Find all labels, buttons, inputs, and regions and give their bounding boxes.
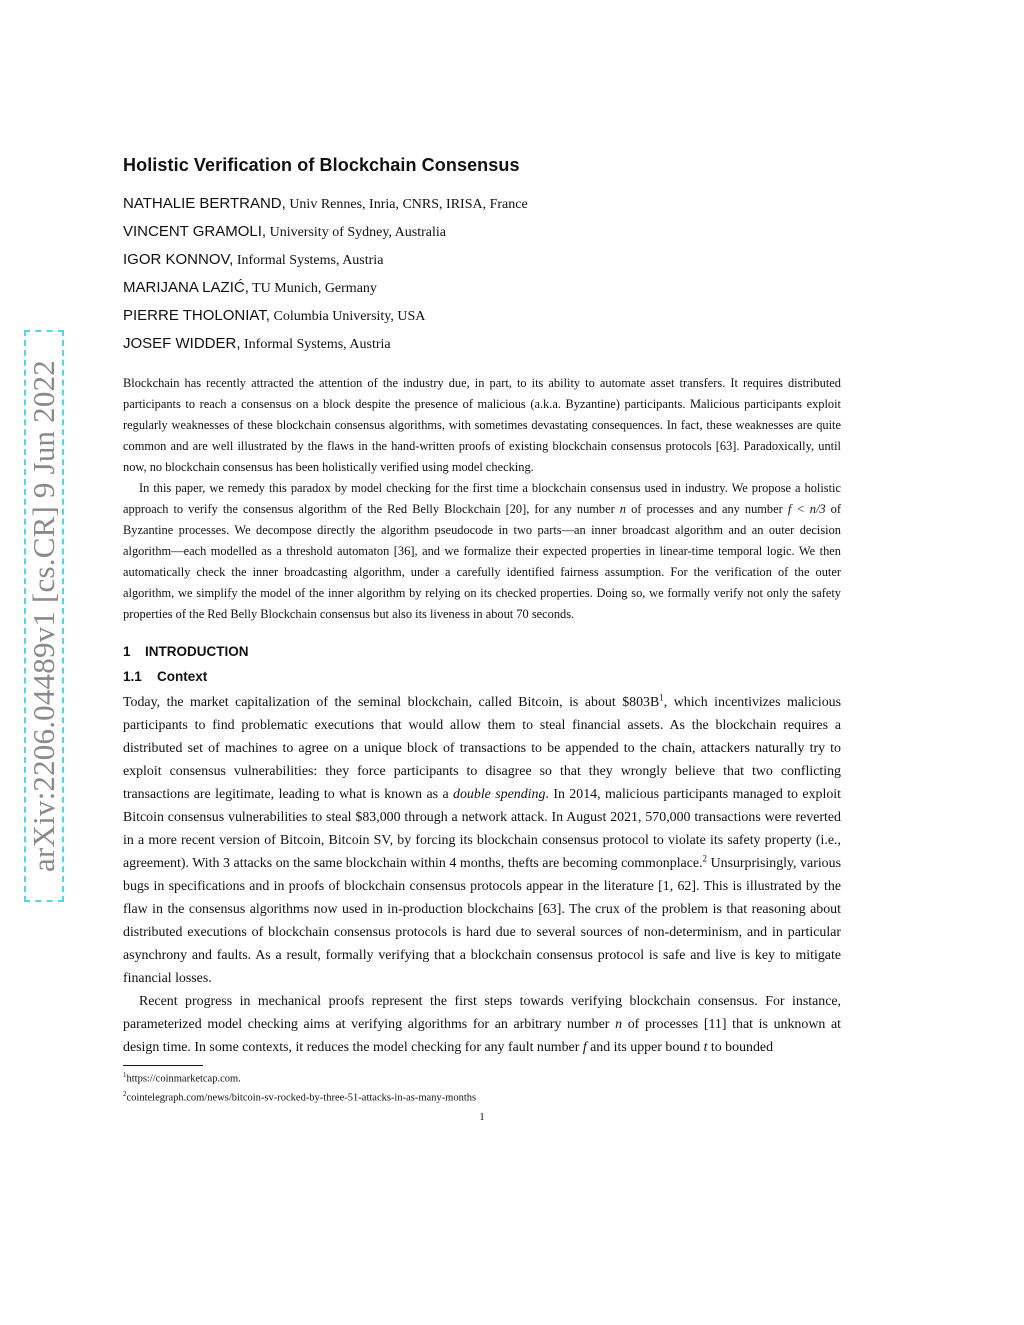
author xyxy=(123,246,841,274)
footnote-marker[interactable]: 2 xyxy=(702,853,708,864)
footnote-divider xyxy=(123,1065,203,1066)
author-affiliation: Univ Rennes, Inria, CNRS, IRISA, France xyxy=(289,197,528,212)
body-paragraph: Recent progress in mechanical proofs represent the first steps towards verifying blockchain consensus. For instance, parameterized model checking aims at verifying algorithms for an arbitrary number n of processes [11] that is unknown at design time. In some contexts, it reduces the model checking for any fault number f and its upper bound t to bounded xyxy=(123,994,841,1055)
subsection-heading: 1.1 Context xyxy=(123,669,208,684)
abstract-paragraph: Blockchain has recently attracted the attention of the industry due, in part, to its ability to automate asset transfers. It requires distributed participants to reach a consensus on a block despite the presence of malicious (a.k.a. Byzantine) participants. Malicious participants exploit regularly weaknesses of these blockchain consensus algorithms, with sometimes devastating consequences. In fact, these weaknesses are quite common and are well illustrated by the flaws in the hand-written proofs of existing blockchain consensus protocols [63]. Paradoxically, until now, no blockchain consensus has been holistically verified using model checking. xyxy=(123,376,841,474)
emphasis: double spending xyxy=(453,787,546,802)
page-number: 1 xyxy=(479,1111,485,1123)
author-name: NATHALIE BERTRAND, xyxy=(123,195,286,212)
author xyxy=(123,302,841,330)
math-variable: n xyxy=(615,1017,623,1032)
author-list xyxy=(123,190,841,358)
paper-title: Holistic Verification of Blockchain Consensus xyxy=(123,155,520,175)
body-paragraph: Today, the market capitalization of the seminal blockchain, called Bitcoin, is about $\$803B^1$, which incentivizes malicious participants to find problematic executions that would allow them to steal financial assets. As the blockchain requires a distributed set of machines to agree on a unique block of transactions to be appended to the chain, attackers naturally try to exploit consensus vulnerabilities: they force participants to disagree so that they wrongly believe that two conflicting transactions are legitimate, leading to what is known as a double spending. In 2014, malicious participants managed to exploit Bitcoin consensus vulnerabilities to steal $83,000 through a network attack. In August 2021, 570,000 transactions were reverted in a more recent version of Bitcoin, Bitcoin SV, by forcing its blockchain consensus protocol to violate its safety property (i.e., agreement). With 3 attacks on the same blockchain within 4 months, thefts are becoming commonplace.$^2$ Unsurprisingly, various bugs in specifications and in proofs of blockchain consensus protocols appear in the literature [1, 62]. This is illustrated by the flaw in the consensus algorithms now used in in-production blockchains [63]. The crux of the problem is that reasoning about distributed executions of blockchain consensus protocols is hard due to several sources of non-determinism, and in particular asynchrony and faults. As a result, formally verifying that a blockchain consensus protocol is safe and live is key to mitigate financial losses. xyxy=(123,692,842,986)
footnote-marker[interactable]: 1 xyxy=(659,692,664,703)
footnote: $^1$https://coinmarketcap.com. xyxy=(123,1071,241,1085)
author-name: PIERRE THOLONIAT, xyxy=(123,307,270,324)
author-affiliation: Informal Systems, Austria xyxy=(236,253,384,268)
author xyxy=(123,330,841,358)
abstract xyxy=(123,373,841,625)
author-affiliation: Informal Systems, Austria xyxy=(244,337,391,352)
section-body xyxy=(123,691,841,1059)
author-name: JOSEF WIDDER, xyxy=(123,335,241,352)
footnote: $^2$cointelegraph.com/news/bitcoin-sv-rocked-by-three-51-attacks-in-as-many-months xyxy=(123,1089,477,1103)
arxiv-stamp xyxy=(24,330,64,902)
math-variable: t xyxy=(703,1040,708,1055)
abstract-paragraph: In this paper, we remedy this paradox by model checking for the first time a blockchain consensus used in industry. We propose a holistic approach to verify the consensus algorithm of the Red Belly Blockchain [20], for any number n of processes and any number f < n/3 of Byzantine processes. We decompose directly the algorithm pseudocode in two parts—an inner broadcast algorithm and an outer decision algorithm—each modelled as a threshold automaton [36], and we formalize their expected properties in linear-time temporal logic. We then automatically check the inner broadcasting algorithm, under a carefully identified fairness assumption. For the verification of the outer algorithm, we simplify the model of the inner algorithm by relying on its checked properties. Doing so, we formally verify not only the safety properties of the Red Belly Blockchain consensus but also its liveness in about 70 seconds. xyxy=(123,481,841,621)
author-name: VINCENT GRAMOLI, xyxy=(123,223,267,240)
math-expression: f < n/3 xyxy=(787,502,826,516)
author xyxy=(123,218,841,246)
author xyxy=(123,190,841,218)
author-affiliation: TU Munich, Germany xyxy=(252,281,377,296)
footnote-link[interactable]: https://coinmarketcap.com. xyxy=(126,1073,241,1085)
footnote-link[interactable]: cointelegraph.com/news/bitcoin-sv-rocked-by-three-51-attacks-in-as-many-months xyxy=(126,1092,477,1103)
author-affiliation: University of Sydney, Australia xyxy=(269,225,446,240)
author xyxy=(123,274,841,302)
math-variable: f xyxy=(582,1040,587,1055)
author-name: IGOR KONNOV, xyxy=(123,251,234,268)
author-name: MARIJANA LAZIĆ, xyxy=(123,279,249,296)
author-affiliation: Columbia University, USA xyxy=(273,309,426,324)
math-variable: n xyxy=(619,502,626,516)
footnotes xyxy=(123,1068,841,1105)
arxiv-identifier: arXiv:2206.04489v1 [cs.CR] 9 Jun 2022 xyxy=(26,360,61,872)
paper-page xyxy=(123,155,841,1123)
section-heading: 1 INTRODUCTION xyxy=(123,644,249,659)
